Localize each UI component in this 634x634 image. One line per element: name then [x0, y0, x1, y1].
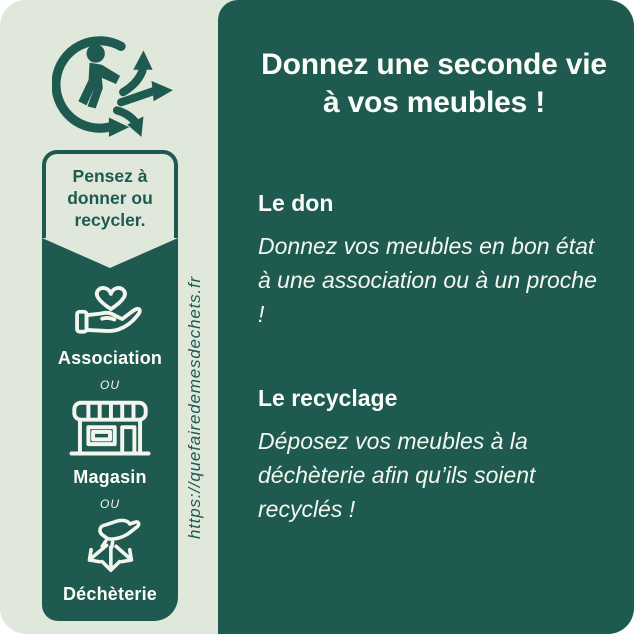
ribbon-header-text: Pensez à donner ou recycler. [67, 166, 153, 230]
hand-dropping-waste-icon [74, 518, 146, 578]
section-body-recyclage: Déposez vos meubles à la déchèterie afin qu’ils soient recyclés ! [258, 428, 536, 522]
page-title [258, 46, 610, 122]
option-label-magasin: Magasin [73, 467, 147, 487]
donation-ribbon [42, 150, 178, 621]
section-heading-don: Le don [258, 190, 334, 216]
option-label-association: Association [57, 348, 163, 368]
storefront-icon [67, 399, 153, 461]
main-panel [218, 0, 634, 634]
section-heading-recyclage: Le recyclage [258, 385, 398, 411]
triman-logo-icon [52, 26, 178, 142]
vertical-website-url: https://quefairedemesdechets.fr [185, 276, 204, 539]
page-title-line-1: Donnez une seconde vie [261, 48, 607, 81]
section-le-recyclage [258, 385, 610, 526]
section-le-don [258, 190, 610, 331]
heart-in-hand-icon [71, 278, 149, 342]
option-label-decheterie: Déchèterie [62, 584, 158, 604]
ou-separator: OU [100, 497, 120, 511]
section-body-don: Donnez vos meubles en bon état à une association ou à un proche ! [258, 233, 597, 327]
ribbon-header [42, 150, 178, 238]
triman-recycling-logo [52, 26, 178, 147]
ou-separator: OU [100, 378, 120, 392]
ribbon-chevron [42, 238, 178, 268]
page-title-line-2: à vos meubles ! [322, 86, 546, 119]
ribbon-body [42, 238, 178, 621]
